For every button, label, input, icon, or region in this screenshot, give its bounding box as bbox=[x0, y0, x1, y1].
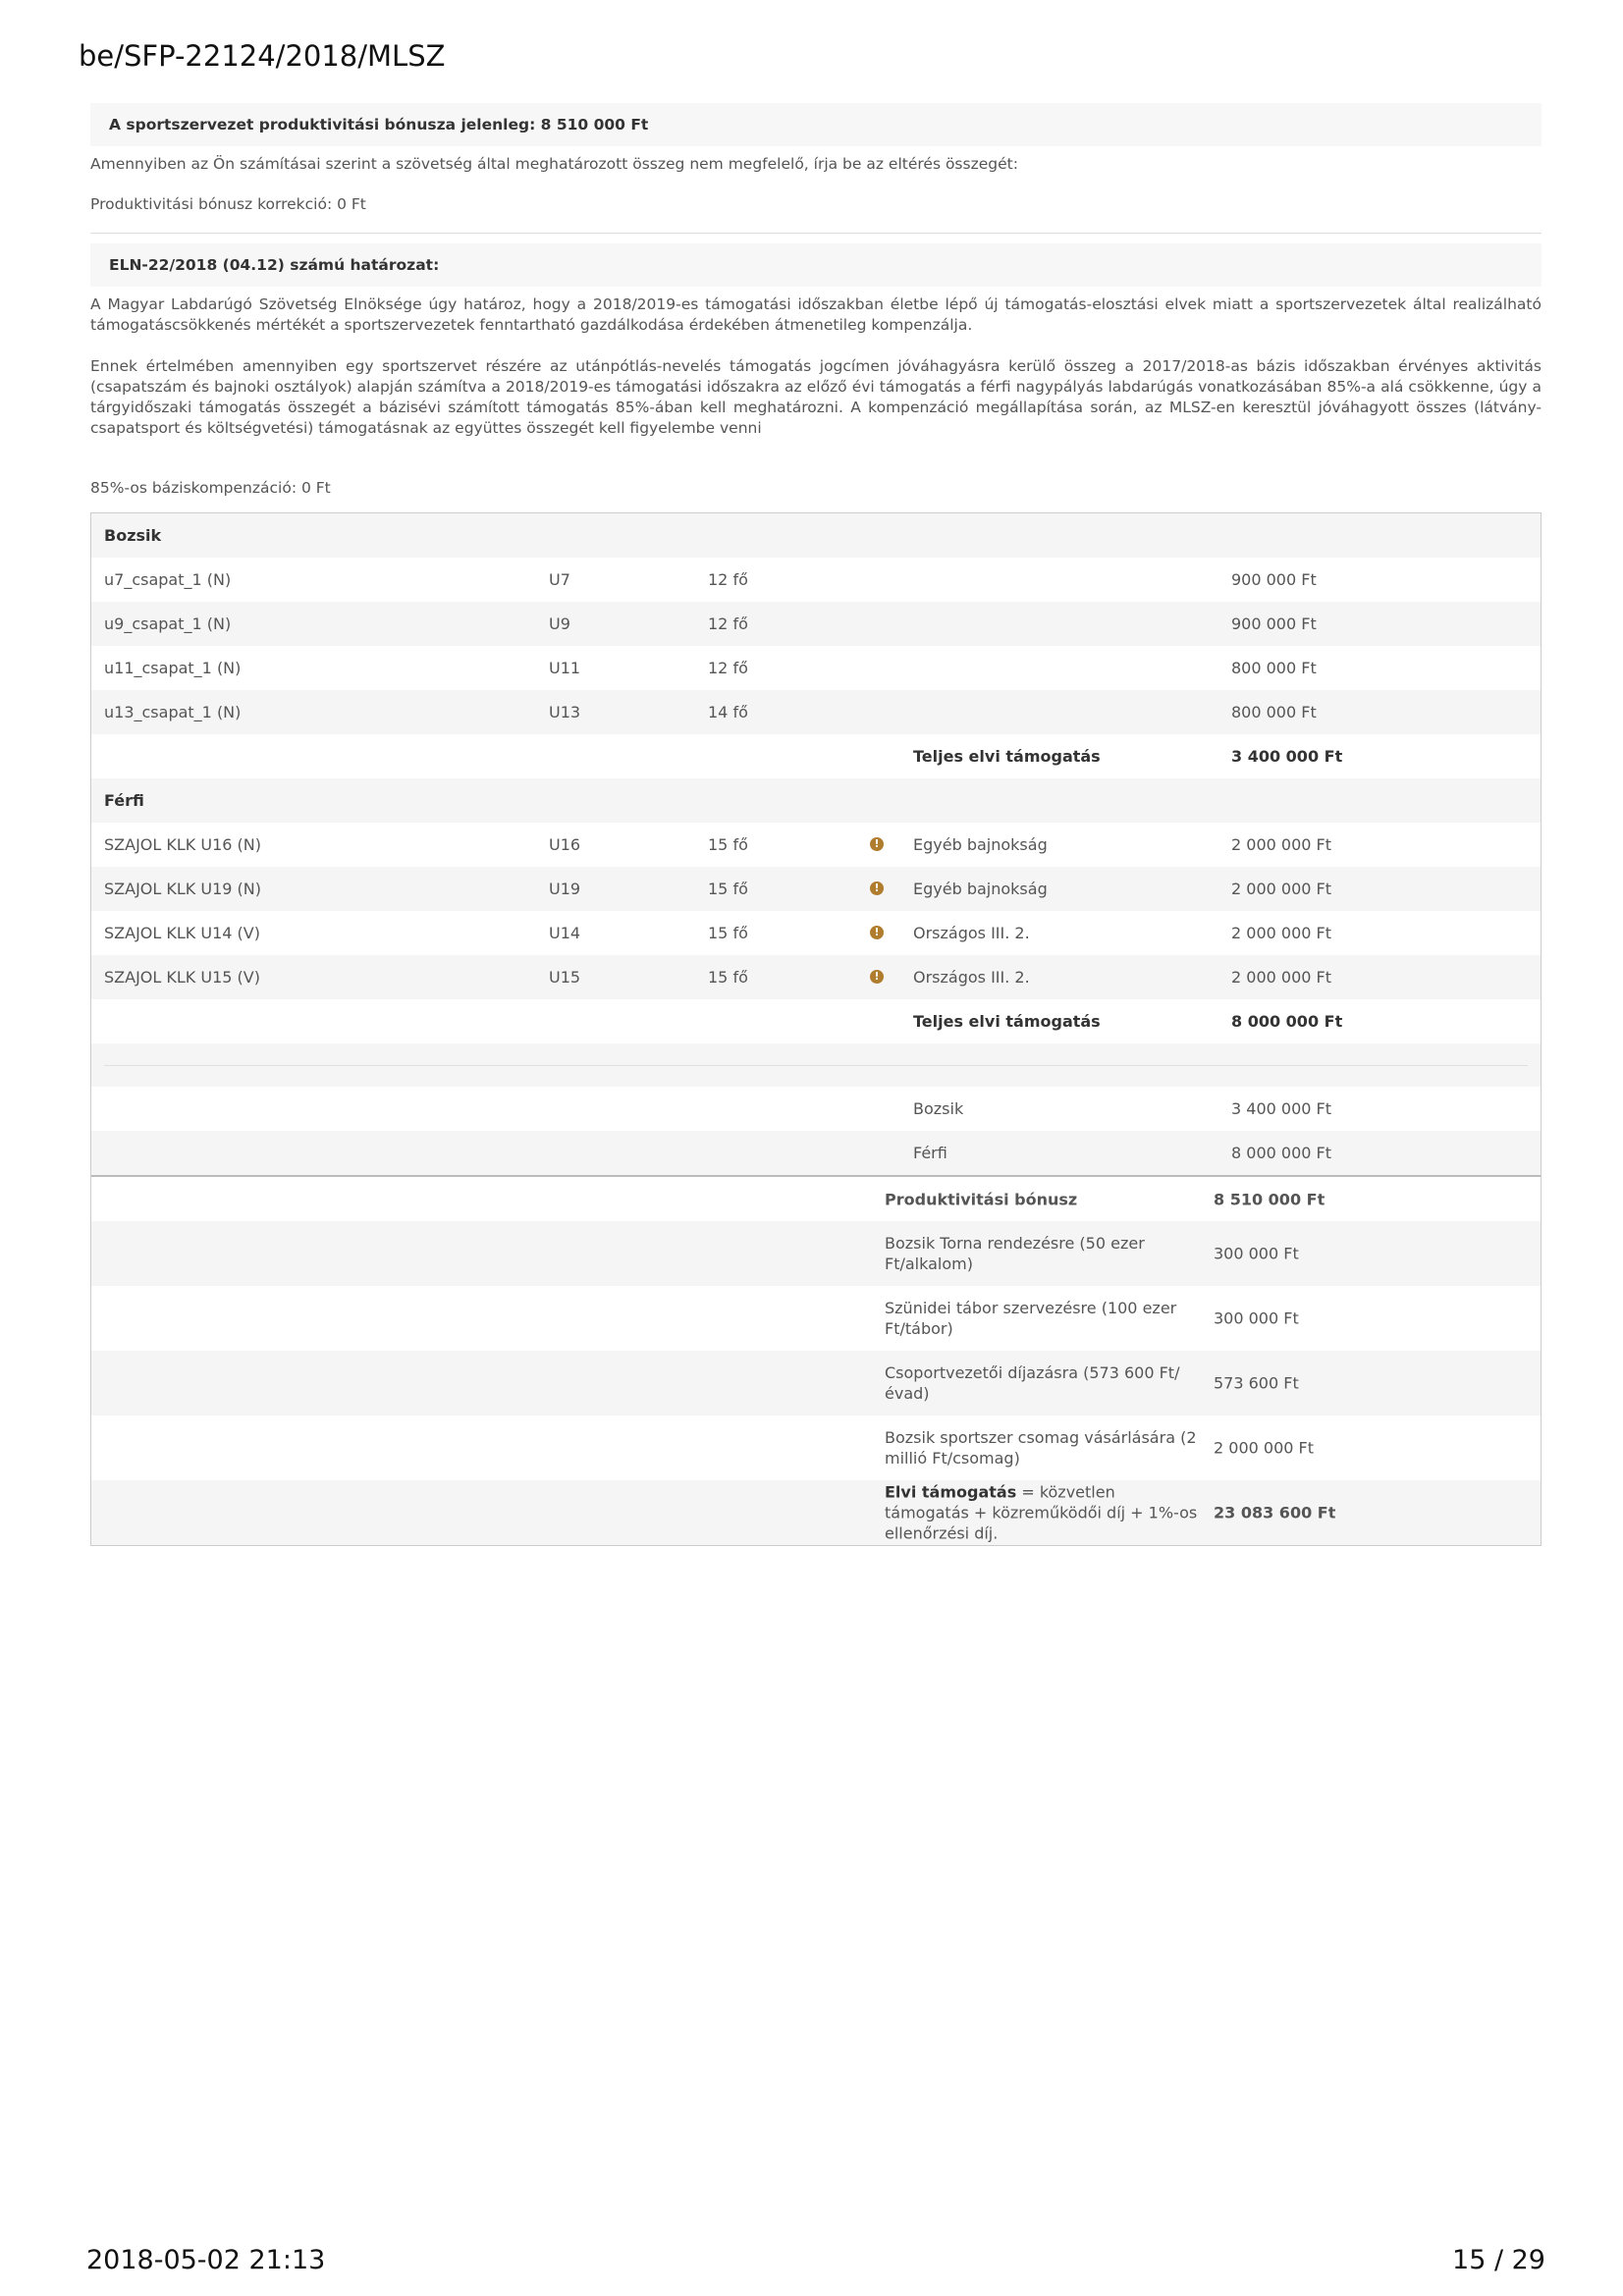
table-row bbox=[91, 867, 1541, 911]
totals-row bbox=[91, 1351, 1541, 1415]
age-group: U14 bbox=[549, 924, 581, 942]
totals-row bbox=[91, 1286, 1541, 1351]
totals-row bbox=[91, 1415, 1541, 1480]
age-group: U9 bbox=[549, 614, 570, 633]
player-count: 15 fő bbox=[708, 924, 748, 942]
amount: 900 000 Ft bbox=[1231, 570, 1317, 589]
separator-line bbox=[104, 1065, 1528, 1066]
summary-value: 8 000 000 Ft bbox=[1231, 1144, 1331, 1162]
team-name: u7_csapat_1 (N) bbox=[104, 570, 232, 589]
info-icon[interactable]: ! bbox=[870, 970, 884, 984]
totals-section bbox=[91, 1175, 1541, 1545]
info-icon[interactable]: ! bbox=[870, 881, 884, 895]
totals-label: Szünidei tábor szervezésre (100 ezer Ft/tábor) bbox=[885, 1299, 1177, 1338]
final-support-value: 23 083 600 Ft bbox=[1214, 1503, 1336, 1522]
bonus-correction: Produktivitási bónusz korrekció: 0 Ft bbox=[90, 195, 366, 213]
player-count: 15 fő bbox=[708, 880, 748, 898]
player-count: 14 fő bbox=[708, 703, 748, 721]
table-row bbox=[91, 823, 1541, 867]
totals-value: 573 600 Ft bbox=[1214, 1373, 1299, 1393]
info-icon[interactable]: ! bbox=[870, 926, 884, 939]
final-support-label-rest: = közvetlen támogatás + közreműködői díj + 1%-os ellenőrzési díj. bbox=[885, 1482, 1198, 1543]
summary-label: Férfi bbox=[913, 1144, 947, 1162]
amount: 2 000 000 Ft bbox=[1231, 968, 1331, 987]
summary-row bbox=[91, 1087, 1541, 1131]
league: Országos III. 2. bbox=[913, 968, 1030, 987]
bonus-title: A sportszervezet produktivitási bónusza jelenleg: 8 510 000 Ft bbox=[90, 103, 1542, 146]
table-row bbox=[91, 690, 1541, 734]
productivity-bonus-label: Produktivitási bónusz bbox=[885, 1190, 1078, 1208]
league: Egyéb bajnokság bbox=[913, 835, 1048, 854]
document-content bbox=[90, 103, 1542, 1546]
team-name: u13_csapat_1 (N) bbox=[104, 703, 242, 721]
totals-label: Bozsik sportszer csomag vásárlására (2 millió Ft/csomag) bbox=[885, 1428, 1197, 1468]
age-group: U11 bbox=[549, 659, 581, 677]
total-value: 8 000 000 Ft bbox=[1231, 1012, 1343, 1031]
player-count: 12 fő bbox=[708, 570, 748, 589]
footer-page-number: 15 / 29 bbox=[1452, 2245, 1545, 2275]
age-group: U15 bbox=[549, 968, 581, 987]
summary-row bbox=[91, 1131, 1541, 1175]
summary-label: Bozsik bbox=[913, 1099, 964, 1118]
player-count: 12 fő bbox=[708, 614, 748, 633]
final-support-row bbox=[91, 1480, 1541, 1545]
decision-paragraph-1: A Magyar Labdarúgó Szövetség Elnöksége úgy határoz, hogy a 2018/2019-es támogatási időszakban életbe lépő új támogatás-elosztási elvek miatt a sportszervezetek által realizálható támogatáscsökkenés mértékét a sportszervezetek fenntartható gazdálkodása érdekében átmenetileg kompenzálja. bbox=[90, 295, 1542, 334]
team-name: u11_csapat_1 (N) bbox=[104, 659, 242, 677]
totals-label: Csoportvezetői díjazásra (573 600 Ft/évad) bbox=[885, 1363, 1180, 1403]
base-compensation: 85%-os báziskompenzáció: 0 Ft bbox=[90, 479, 331, 497]
amount: 900 000 Ft bbox=[1231, 614, 1317, 633]
bozsik-total-row bbox=[91, 734, 1541, 778]
league: Országos III. 2. bbox=[913, 924, 1030, 942]
document-id: be/SFP-22124/2018/MLSZ bbox=[79, 39, 446, 73]
age-group: U19 bbox=[549, 880, 581, 898]
team-name: SZAJOL KLK U14 (V) bbox=[104, 924, 260, 942]
separator-row bbox=[91, 1043, 1541, 1087]
decision-title: ELN-22/2018 (04.12) számú határozat: bbox=[90, 243, 1542, 287]
player-count: 15 fő bbox=[708, 835, 748, 854]
team-name: SZAJOL KLK U15 (V) bbox=[104, 968, 260, 987]
age-group: U13 bbox=[549, 703, 581, 721]
amount: 2 000 000 Ft bbox=[1231, 924, 1331, 942]
table-row bbox=[91, 602, 1541, 646]
team-name: SZAJOL KLK U16 (N) bbox=[104, 835, 261, 854]
section-label: Bozsik bbox=[104, 526, 162, 545]
divider bbox=[90, 233, 1542, 234]
age-group: U16 bbox=[549, 835, 581, 854]
player-count: 15 fő bbox=[708, 968, 748, 987]
productivity-bonus-row bbox=[91, 1177, 1541, 1221]
decision-paragraph-2: Ennek értelmében amennyiben egy sportszervet részére az utánpótlás-nevelés támogatás jogcímen jóváhagyásra kerülő összeg a 2017/2018-as bázis időszakban érvényes aktivitás (csapatszám és bajnoki osztályok) alapján számítva a 2018/2019-es támogatási időszakra az előző évi támogatás a férfi nagypályás labdarúgás vonatkozásában 85%-a alá csökkenne, úgy a tárgyidőszaki támogatás összegét a bázisévi számított támogatás 85%-ában kell meghatározni. A kompenzáció megállapítása során, az MLSZ-en keresztül jóváhagyott összes (látvány-csapatsport és költségvetési) támogatásnak az együttes összegét kell figyelembe venni bbox=[90, 357, 1542, 437]
productivity-bonus-value: 8 510 000 Ft bbox=[1214, 1190, 1325, 1208]
summary-value: 3 400 000 Ft bbox=[1231, 1099, 1331, 1118]
table-row bbox=[91, 646, 1541, 690]
amount: 800 000 Ft bbox=[1231, 659, 1317, 677]
section-label: Férfi bbox=[104, 791, 144, 810]
team-name: SZAJOL KLK U19 (N) bbox=[104, 880, 261, 898]
amount: 2 000 000 Ft bbox=[1231, 880, 1331, 898]
table-row bbox=[91, 955, 1541, 999]
ferfi-total-row bbox=[91, 999, 1541, 1043]
age-group: U7 bbox=[549, 570, 570, 589]
totals-label: Bozsik Torna rendezésre (50 ezer Ft/alkalom) bbox=[885, 1234, 1145, 1273]
league: Egyéb bajnokság bbox=[913, 880, 1048, 898]
player-count: 12 fő bbox=[708, 659, 748, 677]
final-support-label bbox=[885, 1482, 1199, 1544]
section-ferfi bbox=[91, 778, 1541, 823]
footer-datetime: 2018-05-02 21:13 bbox=[86, 2245, 326, 2275]
final-support-label-bold: Elvi támogatás bbox=[885, 1482, 1017, 1502]
table-row bbox=[91, 911, 1541, 955]
total-label: Teljes elvi támogatás bbox=[913, 1012, 1101, 1031]
info-icon[interactable]: ! bbox=[870, 837, 884, 851]
total-label: Teljes elvi támogatás bbox=[913, 747, 1101, 766]
team-name: u9_csapat_1 (N) bbox=[104, 614, 232, 633]
amount: 800 000 Ft bbox=[1231, 703, 1317, 721]
totals-row bbox=[91, 1221, 1541, 1286]
total-value: 3 400 000 Ft bbox=[1231, 747, 1343, 766]
table-row bbox=[91, 558, 1541, 602]
bonus-instruction: Amennyiben az Ön számításai szerint a szövetség által meghatározott összeg nem megfelelő, írja be az eltérés összegét: bbox=[90, 155, 1018, 173]
totals-value: 300 000 Ft bbox=[1214, 1244, 1299, 1263]
totals-value: 300 000 Ft bbox=[1214, 1308, 1299, 1328]
amount: 2 000 000 Ft bbox=[1231, 835, 1331, 854]
totals-value: 2 000 000 Ft bbox=[1214, 1438, 1314, 1458]
section-bozsik bbox=[91, 513, 1541, 558]
support-table bbox=[90, 512, 1542, 1546]
